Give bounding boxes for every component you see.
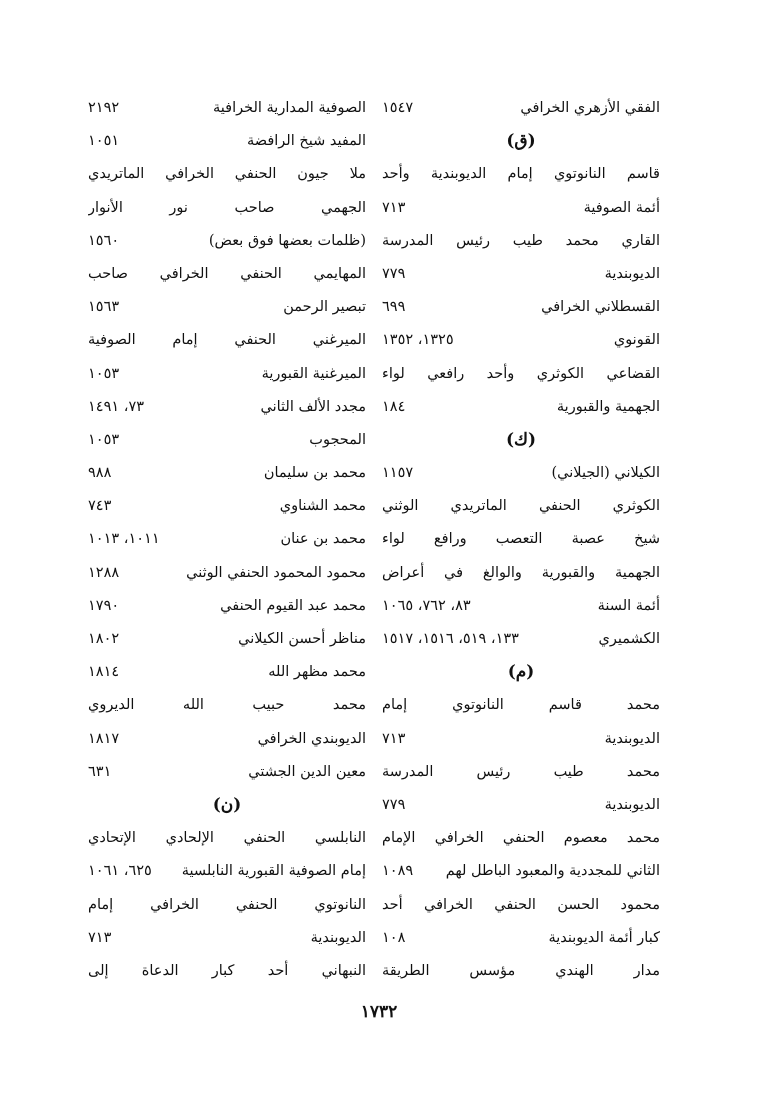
index-entry xyxy=(382,590,660,623)
entry-name: كبار أئمة الديوبندية xyxy=(548,929,660,946)
entry-name: (ظلمات بعضها فوق بعض) xyxy=(208,232,366,249)
index-entry xyxy=(88,258,366,291)
index-entry xyxy=(382,789,660,822)
entry-name: محمد مظهر الله xyxy=(268,664,366,681)
index-entry xyxy=(88,192,366,225)
index-entry xyxy=(382,557,660,590)
entry-name: إمام الصوفية القبورية النابلسية xyxy=(181,863,366,880)
entry-page-refs: ١٠٥١ xyxy=(88,133,120,150)
index-entry xyxy=(88,590,366,623)
letter-section-header xyxy=(88,789,366,822)
letter-section-header xyxy=(382,656,660,689)
index-entry xyxy=(88,125,366,158)
entry-page-refs: ١٧٩٠ xyxy=(88,597,120,614)
entry-page-refs: ٧١٣ xyxy=(382,199,406,216)
index-entry xyxy=(88,955,366,988)
entry-name: القضاعي الكوثري وأحد رافعي لواء xyxy=(382,365,660,382)
index-entry xyxy=(88,922,366,955)
entry-page-refs: ١٨١٧ xyxy=(88,730,120,747)
index-entry xyxy=(88,225,366,258)
entry-name: المهايمي الحنفي الخرافي صاحب xyxy=(88,265,366,282)
index-entry xyxy=(382,92,660,125)
index-entry xyxy=(88,523,366,556)
entry-name: الفقي الأزهري الخرافي xyxy=(520,100,660,116)
index-entry xyxy=(382,822,660,855)
index-entry xyxy=(88,656,366,689)
entry-page-refs: ٢١٩٢ xyxy=(88,100,120,116)
index-entry xyxy=(88,92,366,125)
entry-page-refs: ١٠١١، ١٠١٣ xyxy=(88,531,160,548)
letter-section-header xyxy=(382,125,660,158)
entry-page-refs: ١٣٣، ٥١٩، ١٥١٦، ١٥١٧ xyxy=(382,631,519,647)
entry-name: محمد بن عنان xyxy=(280,531,366,548)
index-entry xyxy=(88,689,366,722)
entry-name: الديوبندية xyxy=(310,929,366,946)
index-entry xyxy=(88,623,366,656)
entry-page-refs: ١٨٤ xyxy=(382,398,406,415)
section-letter: (م) xyxy=(507,662,535,683)
index-entry xyxy=(382,457,660,490)
entry-name: الديوبندية xyxy=(604,265,660,282)
entry-page-refs: ١٨١٤ xyxy=(88,664,120,681)
entry-page-refs: ٦٢٥، ١٠٦١ xyxy=(88,863,152,880)
index-entry xyxy=(382,391,660,424)
entry-page-refs: ١٠٨ xyxy=(382,929,406,946)
entry-name: الصوفية المدارية الخرافية xyxy=(212,100,366,116)
entry-name: الكوثري الحنفي الماتريدي الوثني xyxy=(382,498,660,515)
entry-name: محمد قاسم النانوتوي إمام xyxy=(382,697,660,714)
entry-page-refs: ٧١٣ xyxy=(88,929,112,946)
entry-name: الجهمي صاحب نور الأنوار xyxy=(88,199,366,216)
entry-name: محمد الشناوي xyxy=(279,498,366,515)
entry-name: تبصير الرحمن xyxy=(283,299,366,316)
section-letter: (ك) xyxy=(505,429,537,450)
entry-name: أئمة السنة xyxy=(597,597,660,614)
entry-name: مناظر أحسن الكيلاني xyxy=(238,631,366,647)
index-entry xyxy=(382,756,660,789)
index-entry xyxy=(382,889,660,922)
letter-section-header xyxy=(382,424,660,457)
entry-page-refs: ١٣٢٥، ١٣٥٢ xyxy=(382,332,454,349)
entry-page-refs: ٩٨٨ xyxy=(88,465,112,482)
entry-name: النابلسي الحنفي الإلحادي الإتحادي xyxy=(88,830,366,847)
entry-name: المحجوب xyxy=(309,431,366,448)
index-entry xyxy=(382,291,660,324)
index-entry xyxy=(88,158,366,191)
index-entry xyxy=(382,258,660,291)
index-entry xyxy=(88,490,366,523)
section-letter: (ن) xyxy=(212,794,242,815)
index-entry xyxy=(382,955,660,988)
entry-name: محمود الحسن الحنفي الخرافي أحد xyxy=(382,896,660,913)
entry-name: محمد طيب رئيس المدرسة xyxy=(382,763,660,780)
index-entry xyxy=(382,855,660,888)
index-entry xyxy=(88,291,366,324)
entry-page-refs: ١٥٤٧ xyxy=(382,100,414,116)
entry-name: الثاني للمجددية والمعبود الباطل لهم xyxy=(445,863,660,880)
right-column xyxy=(382,92,660,988)
entry-name: محمد حبيب الله الديروي xyxy=(88,697,366,714)
index-entry xyxy=(88,889,366,922)
entry-name: محمد معصوم الحنفي الخرافي الإمام xyxy=(382,830,660,847)
entry-name: الميرغنية القبورية xyxy=(261,365,366,382)
entry-name: معين الدين الجشتي xyxy=(248,763,366,780)
index-entry xyxy=(88,557,366,590)
entry-page-refs: ٧٤٣ xyxy=(88,498,112,515)
entry-name: قاسم النانوتوي إمام الديوبندية وأحد xyxy=(382,166,660,183)
index-entry xyxy=(382,358,660,391)
entry-page-refs: ١٢٨٨ xyxy=(88,564,120,581)
entry-page-refs: ٦٩٩ xyxy=(382,299,406,316)
entry-name: النانوتوي الحنفي الخرافي إمام xyxy=(88,896,366,913)
index-entry xyxy=(88,324,366,357)
entry-page-refs: ١٠٨٩ xyxy=(382,863,414,880)
entry-page-refs: ١١٥٧ xyxy=(382,465,414,482)
entry-name: أئمة الصوفية xyxy=(583,199,660,216)
entry-name: مجدد الألف الثاني xyxy=(260,398,366,415)
entry-name: الكشميري xyxy=(598,631,660,647)
entry-name: النبهاني أحد كبار الدعاة إلى xyxy=(88,962,366,979)
index-entry xyxy=(88,358,366,391)
entry-name: الجهمية والقبورية xyxy=(556,398,660,415)
entry-name: الديوبندية xyxy=(604,730,660,747)
entry-page-refs: ٨٣، ٧٦٢، ١٠٦٥ xyxy=(382,597,471,614)
section-letter: (ق) xyxy=(506,131,536,152)
index-entry xyxy=(382,192,660,225)
entry-name: القونوي xyxy=(613,332,660,349)
entry-page-refs: ١٠٥٣ xyxy=(88,365,120,382)
entry-name: ملا جيون الحنفي الخرافي الماتريدي xyxy=(88,166,366,183)
entry-name: القسطلاني الخرافي xyxy=(541,299,660,316)
index-entry xyxy=(88,756,366,789)
entry-page-refs: ٧٧٩ xyxy=(382,796,406,813)
index-entry xyxy=(382,158,660,191)
left-column xyxy=(88,92,366,988)
index-entry xyxy=(382,723,660,756)
entry-page-refs: ٧٣، ١٤٩١ xyxy=(88,398,145,415)
index-entry xyxy=(88,855,366,888)
index-entry xyxy=(88,723,366,756)
index-entry xyxy=(382,324,660,357)
entry-page-refs: ١٨٠٢ xyxy=(88,631,120,647)
entry-page-refs: ٦٣١ xyxy=(88,763,112,780)
index-entry xyxy=(382,225,660,258)
entry-page-refs: ١٥٦٠ xyxy=(88,232,120,249)
index-entry xyxy=(88,391,366,424)
entry-name: محمود المحمود الحنفي الوثني xyxy=(186,564,366,581)
index-entry xyxy=(88,822,366,855)
page-number: ١٧٣٢ xyxy=(360,1002,398,1022)
index-entry xyxy=(382,922,660,955)
index-entry xyxy=(382,623,660,656)
index-entry xyxy=(88,424,366,457)
index-entry xyxy=(382,523,660,556)
entry-page-refs: ١٠٥٣ xyxy=(88,431,120,448)
entry-name: محمد بن سليمان xyxy=(263,465,366,482)
entry-name: محمد عبد القيوم الحنفي xyxy=(220,597,366,614)
entry-page-refs: ٧٧٩ xyxy=(382,265,406,282)
entry-page-refs: ٧١٣ xyxy=(382,730,406,747)
entry-name: الديوبندية xyxy=(604,796,660,813)
entry-name: الديوبندي الخرافي xyxy=(257,730,366,747)
entry-name: شيخ عصبة التعصب ورافع لواء xyxy=(382,531,660,548)
entry-name: المفيد شيخ الرافضة xyxy=(246,133,366,150)
entry-name: الجهمية والقبورية والوالغ في أعراض xyxy=(382,564,660,581)
entry-name: مدار الهندي مؤسس الطريقة xyxy=(382,962,660,979)
entry-name: القاري محمد طيب رئيس المدرسة xyxy=(382,232,660,249)
entry-name: الكيلاني (الجيلاني) xyxy=(551,465,660,482)
index-entry xyxy=(382,490,660,523)
entry-page-refs: ١٥٦٣ xyxy=(88,299,120,316)
entry-name: الميرغني الحنفي إمام الصوفية xyxy=(88,332,366,349)
index-entry xyxy=(88,457,366,490)
index-entry xyxy=(382,689,660,722)
